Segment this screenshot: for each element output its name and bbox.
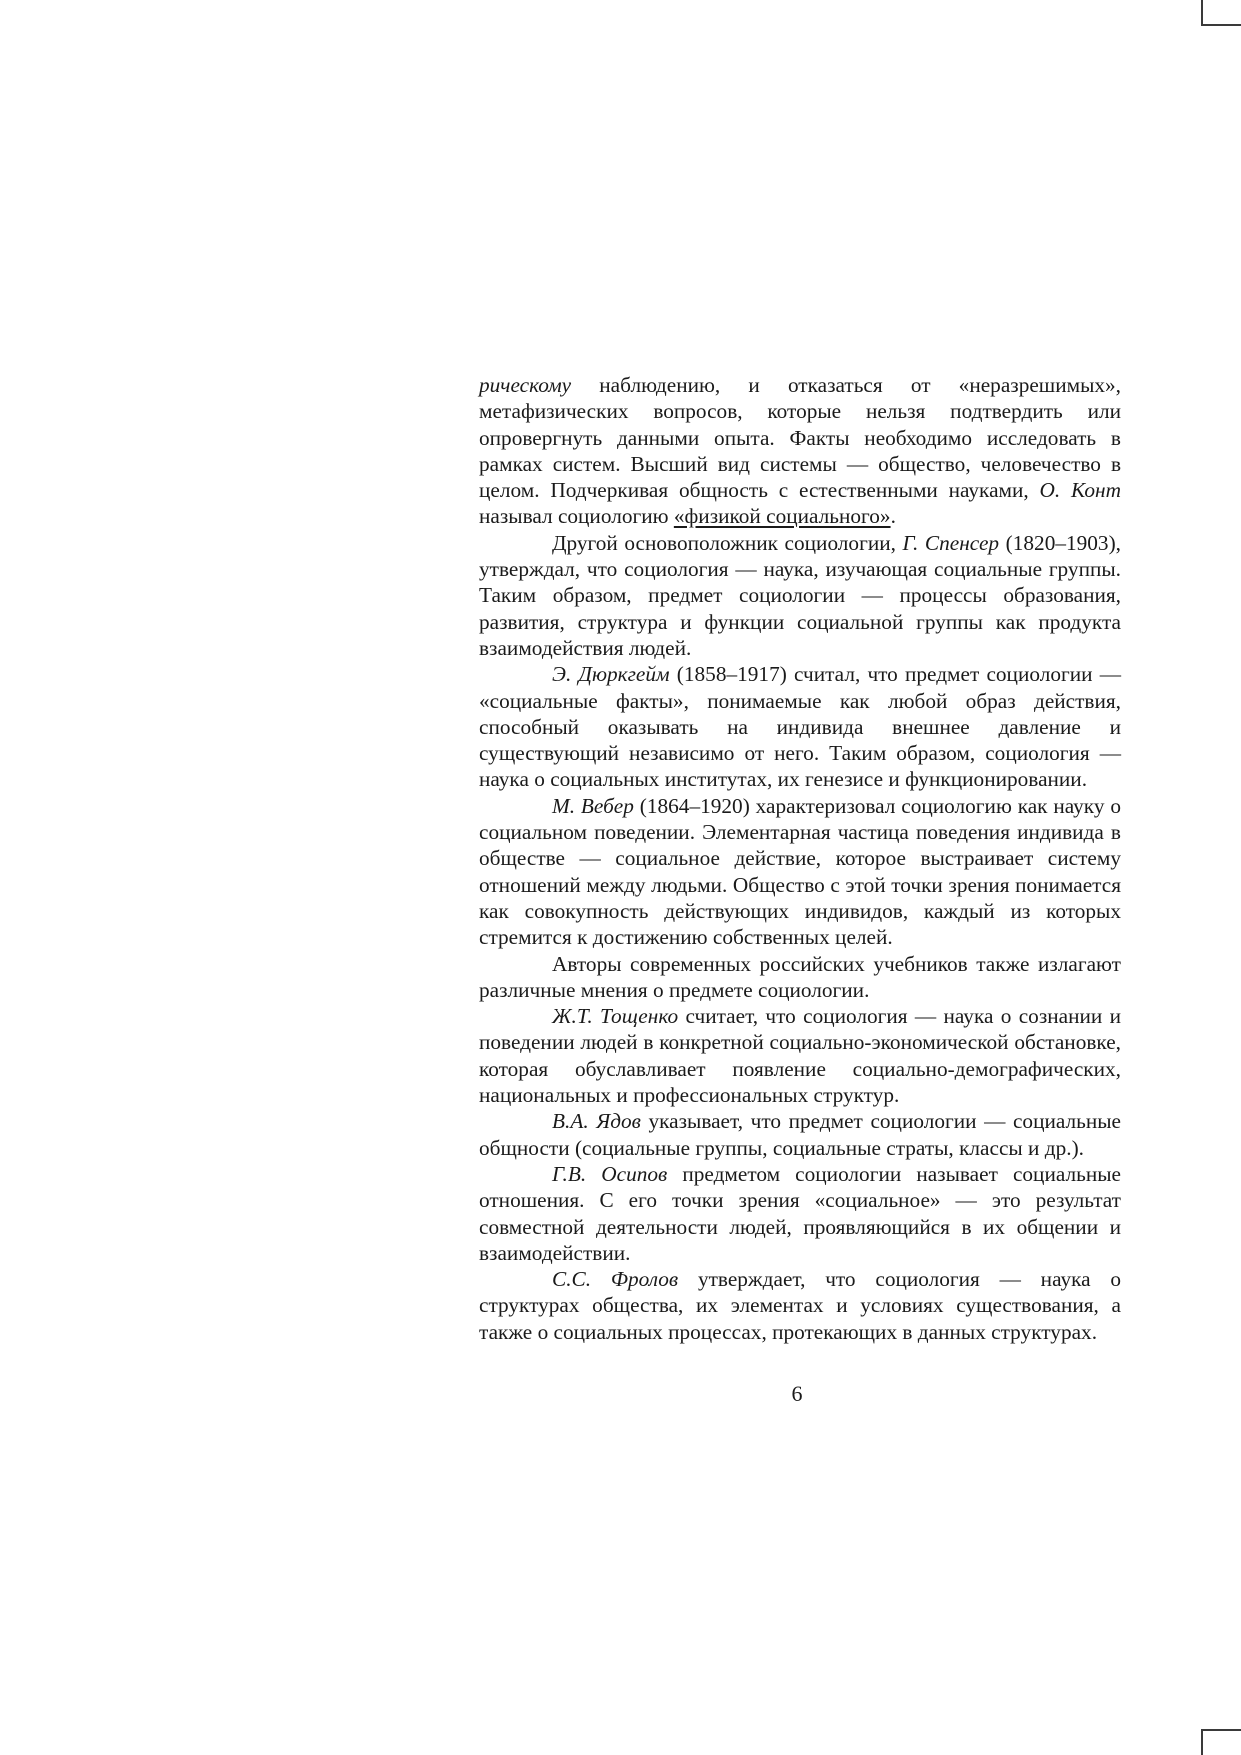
paragraph [479, 1108, 1121, 1161]
author-name: Ж.Т. Тощенко [552, 1004, 679, 1029]
paragraph [479, 1161, 1121, 1266]
text-run: указывает, что предмет социологии — социальные общности (социальные группы, социальные страты, классы и др.). [479, 1109, 1121, 1160]
author-name: С.С. Фролов [552, 1267, 679, 1292]
author-name: Э. Дюркгейм [552, 662, 670, 687]
text-run: (1858–1917) считал, что предмет социологии — «социальные факты», понимаемые как любой образ действия, способный оказывать на индивида внешнее давление и существующий независимо от него. Таким образом, социология — наука о социальных институтах, их генезисе и функционировании. [479, 662, 1121, 792]
paragraph [479, 951, 1121, 1004]
paragraph [479, 661, 1121, 792]
text-run: предметом социологии называет социальные отношения. С его точки зрения «социальное» — это результат совместной деятельности людей, проявляющийся в их общении и взаимодействии. [479, 1161, 1121, 1265]
text-run: наблюдению, и отказаться от «неразрешимых», метафизических вопросов, которые нельзя подтвердить или опровергнуть данными опыта. Факты необходимо исследовать в рамках систем. Высший вид системы — общество, человечество в целом. Подчеркивая общность с естественными науками, [479, 373, 1121, 503]
text-run: считает, что социология — наука о сознании и поведении людей в конкретной социально-экономической обстановке, которая обуславливает появление социально-демографических, национальных и профессиональных структур. [479, 1004, 1121, 1108]
text-run: (1820–1903), утверждал, что социология — наука, изучающая социальные группы. Таким образом, предмет социологии — процессы образования, развития, структура и функции социальной группы как продукта взаимодействия людей. [479, 530, 1121, 660]
text-run: (1864–1920) характеризовал социологию как науку о социальном поведении. Элементарная частица поведения индивида в обществе — социальное действие, которое выстраивает систему отношений между людьми. Общество с этой точки зрения понимается как совокупность действующих индивидов, каждый из которых стремится к достижению собственных целей. [479, 793, 1121, 950]
text-run: . [890, 504, 896, 529]
text-run: Другой основоположник социологии, [552, 530, 903, 555]
paragraph [479, 1266, 1121, 1345]
author-name: Г.В. Осипов [552, 1161, 668, 1186]
paragraph [479, 530, 1121, 661]
text-run: Авторы современных российских учебников также излагают различные мнения о предмете социологии. [479, 951, 1121, 1002]
paragraph [479, 1003, 1121, 1108]
body-text [479, 372, 1121, 1345]
underlined-term: «физикой социального» [673, 504, 891, 529]
page-number: 6 [791, 1381, 803, 1406]
paragraph [479, 793, 1121, 951]
crop-mark-top-horizontal [1203, 24, 1241, 26]
author-name: М. Вебер [552, 793, 634, 818]
crop-mark-top-vertical [1201, 0, 1203, 26]
paragraph [479, 372, 1121, 530]
author-name: В.А. Ядов [552, 1109, 641, 1134]
text-run-italic: рическому [479, 373, 572, 397]
text-run: называл социологию [479, 504, 674, 529]
crop-mark-bottom-horizontal [1203, 1729, 1241, 1731]
crop-mark-bottom-vertical [1201, 1729, 1203, 1755]
author-name: О. Конт [1039, 478, 1121, 503]
text-run: утверждает, что социология — наука о структурах общества, их элементах и условиях существования, а также о социальных процессах, протекающих в данных структурах. [479, 1267, 1121, 1344]
author-name: Г. Спенсер [902, 530, 1000, 555]
